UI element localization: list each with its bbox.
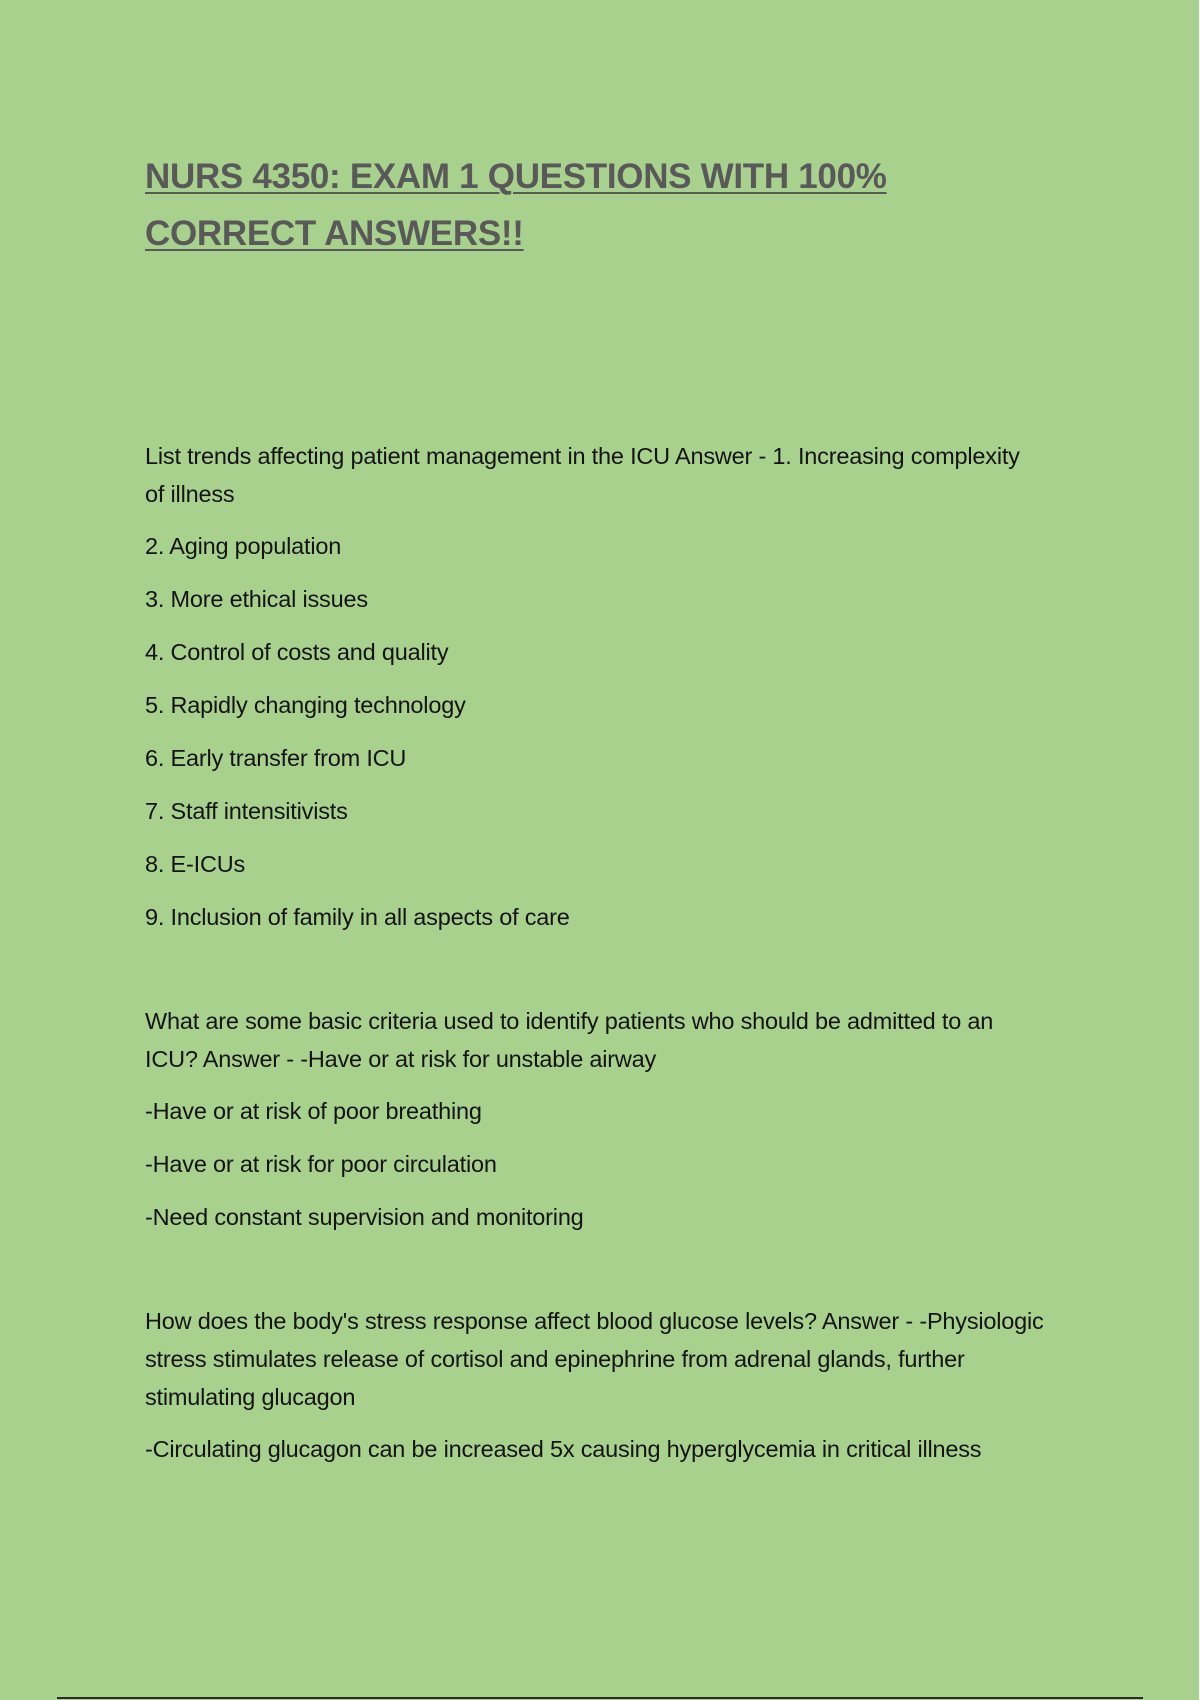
answer-1-item: 5. Rapidly changing technology bbox=[145, 692, 466, 718]
answer-1-item: 3. More ethical issues bbox=[145, 586, 368, 612]
paragraph-gap bbox=[145, 951, 1045, 1002]
answer-2-item: -Need constant supervision and monitoring bbox=[145, 1204, 584, 1230]
answer-1-item: 6. Early transfer from ICU bbox=[145, 745, 407, 771]
answer-1-item: 8. E-ICUs bbox=[145, 851, 246, 877]
answer-2-item: -Have or at risk of poor breathing bbox=[145, 1098, 482, 1124]
document-content bbox=[145, 437, 1045, 1483]
question-1: List trends affecting patient management in the ICU Answer - 1. Increasing complexity of illness bbox=[145, 443, 1020, 507]
answer-1-item: 9. Inclusion of family in all aspects of care bbox=[145, 904, 570, 930]
question-2: What are some basic criteria used to identify patients who should be admitted to an ICU? Answer - -Have or at risk for unstable airway bbox=[145, 1008, 994, 1072]
answer-2-item: -Have or at risk for poor circulation bbox=[145, 1151, 497, 1177]
answer-1-item: 2. Aging population bbox=[145, 533, 342, 559]
answer-1-item: 4. Control of costs and quality bbox=[145, 639, 449, 665]
answer-1-item: 7. Staff intensitivists bbox=[145, 798, 348, 824]
question-3: How does the body's stress response affect blood glucose levels? Answer - -Physiologic stress stimulates release of cortisol and epinephrine from adrenal glands, further stimulating glucagon bbox=[145, 1308, 1044, 1410]
answer-3-item: -Circulating glucagon can be increased 5x causing hyperglycemia in critical illness bbox=[145, 1436, 982, 1462]
document-title: NURS 4350: EXAM 1 QUESTIONS WITH 100% CORRECT ANSWERS!! bbox=[145, 157, 887, 253]
page-bottom-divider bbox=[57, 1697, 1143, 1699]
paragraph-gap bbox=[145, 1251, 1045, 1302]
